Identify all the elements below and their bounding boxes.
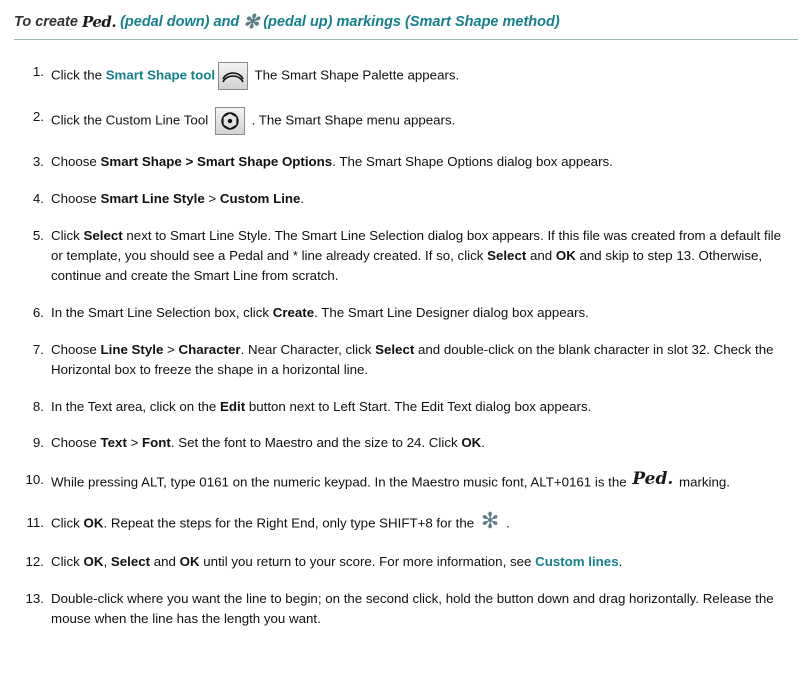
instruction-step: [18, 433, 796, 453]
step-emphasis: Edit: [220, 398, 246, 414]
step-text: Click the: [51, 67, 106, 83]
step-text: >: [163, 341, 179, 357]
step-text: >: [126, 435, 143, 451]
step-text: . The Smart Shape menu appears.: [247, 112, 456, 128]
step-text: Choose: [51, 154, 101, 169]
instruction-steps-list: [0, 40, 812, 629]
pedal-down-glyph: Ped.: [632, 469, 674, 490]
step-text: . The Smart Shape Options dialog box appears.: [332, 154, 613, 169]
step-emphasis: Text: [100, 435, 127, 451]
pedal-up-glyph: ✻: [243, 12, 260, 33]
step-text: The Smart Shape Palette appears.: [251, 67, 460, 83]
step-text: marking.: [675, 474, 730, 490]
step-emphasis: OK: [555, 247, 576, 263]
step-text: In the Smart Line Selection box, click: [51, 304, 273, 320]
step-text: . Set the font to Maestro and the size to 24. Click: [170, 435, 462, 451]
step-emphasis: Character: [178, 341, 241, 357]
instruction-step: [18, 507, 796, 535]
step-text: and: [526, 247, 556, 263]
heading-mid-1: (pedal down) and: [120, 13, 240, 30]
step-emphasis: Select: [487, 247, 527, 263]
step-link[interactable]: Smart Shape tool: [105, 67, 216, 83]
step-emphasis: >: [181, 154, 197, 169]
step-text: until you return to your score. For more information, see: [199, 553, 536, 569]
step-text: While pressing ALT, type 0161 on the numeric keypad. In the Maestro music font, ALT+0161 is the: [51, 474, 631, 490]
instruction-step: [18, 62, 796, 90]
step-text: Choose: [51, 341, 101, 357]
smart-shape-tool-icon[interactable]: [218, 62, 248, 90]
step-emphasis: OK: [83, 553, 104, 569]
step-emphasis: Smart Line Style: [100, 190, 205, 206]
step-text: . Repeat the steps for the Right End, only type SHIFT+8 for the: [103, 515, 478, 531]
step-emphasis: OK: [83, 515, 104, 531]
step-emphasis: Smart Shape: [100, 154, 182, 169]
instruction-step: [18, 552, 796, 572]
instruction-step: [18, 189, 796, 209]
step-emphasis: Font: [142, 435, 171, 451]
custom-line-tool-icon[interactable]: [215, 107, 245, 135]
step-text: . The Smart Line Designer dialog box appears.: [314, 304, 589, 320]
instruction-step: [18, 226, 796, 286]
step-emphasis: Select: [83, 227, 123, 243]
instruction-step: [18, 340, 796, 380]
step-text: Choose: [51, 190, 101, 206]
step-text: and: [150, 553, 180, 569]
step-text: . Near Character, click: [240, 341, 376, 357]
step-emphasis: OK: [461, 435, 482, 451]
step-emphasis: Smart Shape Options: [196, 154, 333, 169]
step-link[interactable]: Custom lines: [535, 553, 619, 569]
step-text: Choose: [51, 435, 101, 451]
step-emphasis: Select: [375, 341, 415, 357]
instruction-step: [18, 589, 796, 629]
step-text: Click: [51, 227, 84, 243]
step-text: ,: [103, 553, 111, 569]
step-text: Click: [51, 553, 84, 569]
step-emphasis: OK: [179, 553, 200, 569]
step-text: and double-click on the blank character in slot 32. Check the Horizontal box to freeze the shape in a horizontal line.: [51, 341, 774, 377]
step-text: .: [618, 553, 623, 569]
step-text: .: [300, 190, 305, 206]
step-emphasis: Line Style: [100, 341, 164, 357]
step-text: In the Text area, click on the: [51, 398, 221, 414]
step-text: .: [481, 435, 485, 451]
pedal-up-glyph: ✻: [480, 507, 500, 533]
instruction-step: [18, 397, 796, 417]
step-text: and skip to step 13. Otherwise, continue and create the Smart Line from scratch.: [51, 247, 763, 283]
step-text: button next to Left Start. The Edit Text dialog box appears.: [245, 398, 592, 414]
step-emphasis: Select: [110, 553, 151, 569]
step-text: Click: [51, 515, 84, 531]
instruction-step: [18, 470, 796, 496]
step-text: Double-click where you want the line to begin; on the second click, hold the button down and drag horizontally. Release the mouse when the line has the length you want.: [51, 590, 774, 626]
step-emphasis: Create: [272, 304, 315, 320]
step-text: Click the Custom Line Tool: [51, 112, 212, 128]
instruction-step: [18, 107, 796, 135]
step-text: >: [204, 190, 220, 206]
pedal-down-glyph: Ped.: [81, 12, 117, 31]
instruction-step: [18, 303, 796, 323]
instruction-step: [18, 152, 796, 172]
heading-prefix: To create: [14, 13, 78, 30]
step-text: next to Smart Line Style. The Smart Line Selection dialog box appears. If this file was created from a default file or template, you should see a Pedal and * line already created. If so, click: [51, 227, 781, 263]
step-emphasis: Custom Line: [219, 190, 301, 206]
page-title: [0, 0, 812, 31]
heading-mid-2: (pedal up) markings (Smart Shape method): [263, 13, 560, 30]
step-text: .: [502, 515, 510, 531]
